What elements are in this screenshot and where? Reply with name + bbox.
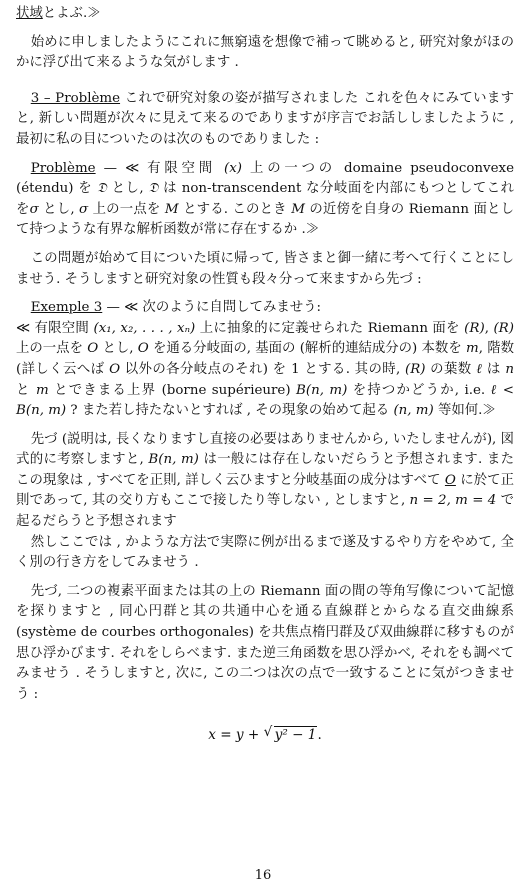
exemple-label: Exemple 3 [30,300,103,316]
paragraph-return: この問題が始めて目についた頃に帰って, 皆さまと御一緒に考へて行くことにしませう. そうしますと研究対象の性質も段々分って来ますから先づ : [16,250,514,287]
paragraph-other-approach: 然しここでは , かような方法で実際に例が出るまで遂及するやり方をやめて, 全く別の行き方をしてみませう . [16,534,514,571]
page-number: 16 [254,868,272,883]
formula-radicand: y² − 1 [274,727,317,744]
paragraph-conformal-map: 先づ, 二つの複素平面または其の上の Riemann 面の間の等角写像について記憶を探りますと , 同心円群と其の共通中心を通る直線群とからなる直交曲線系 (système de courbes orthogonales) を共焦点楕円群及び双曲線群に移すものが思ひ浮かびます. それをしらべます. また逆三角函数を思ひ浮かべ, それをも調べてみませう . そうしますと, 次に, この二つは次の点で一致することに気がつきませう : [16,583,514,702]
radical-sign: √ [263,724,273,741]
paragraph-exemple-3: Exemple 3 — ≪ 次のように自問してみませう: ≪ 有限空間 (x₁, x₂, . . . , xₙ) 上に抽象的に定義せられた Riemann 面を (R), (R) 上の一点を O とし, O を通る分岐面の, 基面の (解析的連結成分の) 本数を m, 階数 (詳しく云へば O 以外の各分岐点のそれ) を 1 とする. 其の時, (R) の葉数 ℓ は n と m とできまる上界 (borne supérieure) B(n, m) を持つかどうか, i.e. ℓ < B(n, m) ? また若し持たないとすれば , その現象の始めて起る (n, m) 等如何.≫ [16,300,515,419]
paragraph-conjecture: 先づ (説明は, 長くなりますし直接の必要はありませんから, いたしませんが), 図式的に考察しますと, B(n, m) は一般には存在しないだらうと予想されます. またこの現象は , すべてを正則, 詳しく云ひますと分岐基面の成分はすべて O に於て正則であって, 其の交り方もここで接したり等しない , としますと, n = 2, m = 4 で起るだらうと予想されます [16,431,514,530]
paragraph-opening-fragment: 状域とよぶ.≫ [16,6,101,21]
probleme-label: Problème [30,160,96,176]
paragraph-intro: 始めに申しましたようにこれに無窮遠を想像で補って眺めると, 研究対象がほのかに浮び出て来るような気がします . [16,34,514,71]
section-heading: 3 – Problème [30,90,121,106]
paragraph-section-3: 3 – Problème これで研究対象の姿が描写されました これを色々にみていますと, 新しい問題が次々に見えて来るのでありますが序言でお話ししましたように , 最初に私の目についたのは次のものでありました : [16,90,514,147]
paragraph-probleme: Problème — ≪ 有限空間 (x) 上の一つの domaine pseudoconvexe (étendu) を 𝔇 とし, 𝔇 は non-transcendent な分岐面を内部にもつとしてこれをσ とし, σ 上の一点を M とする. このとき M の近傍を自身の Riemann 面として持つような有界な解析函数が常に存在するか .≫ [16,160,514,238]
formula-lhs: x = y + [208,727,264,744]
display-formula: x = y + √ y² − 1. [16,725,514,746]
square-root [264,725,318,746]
underlined-term: 状域 [16,6,43,21]
